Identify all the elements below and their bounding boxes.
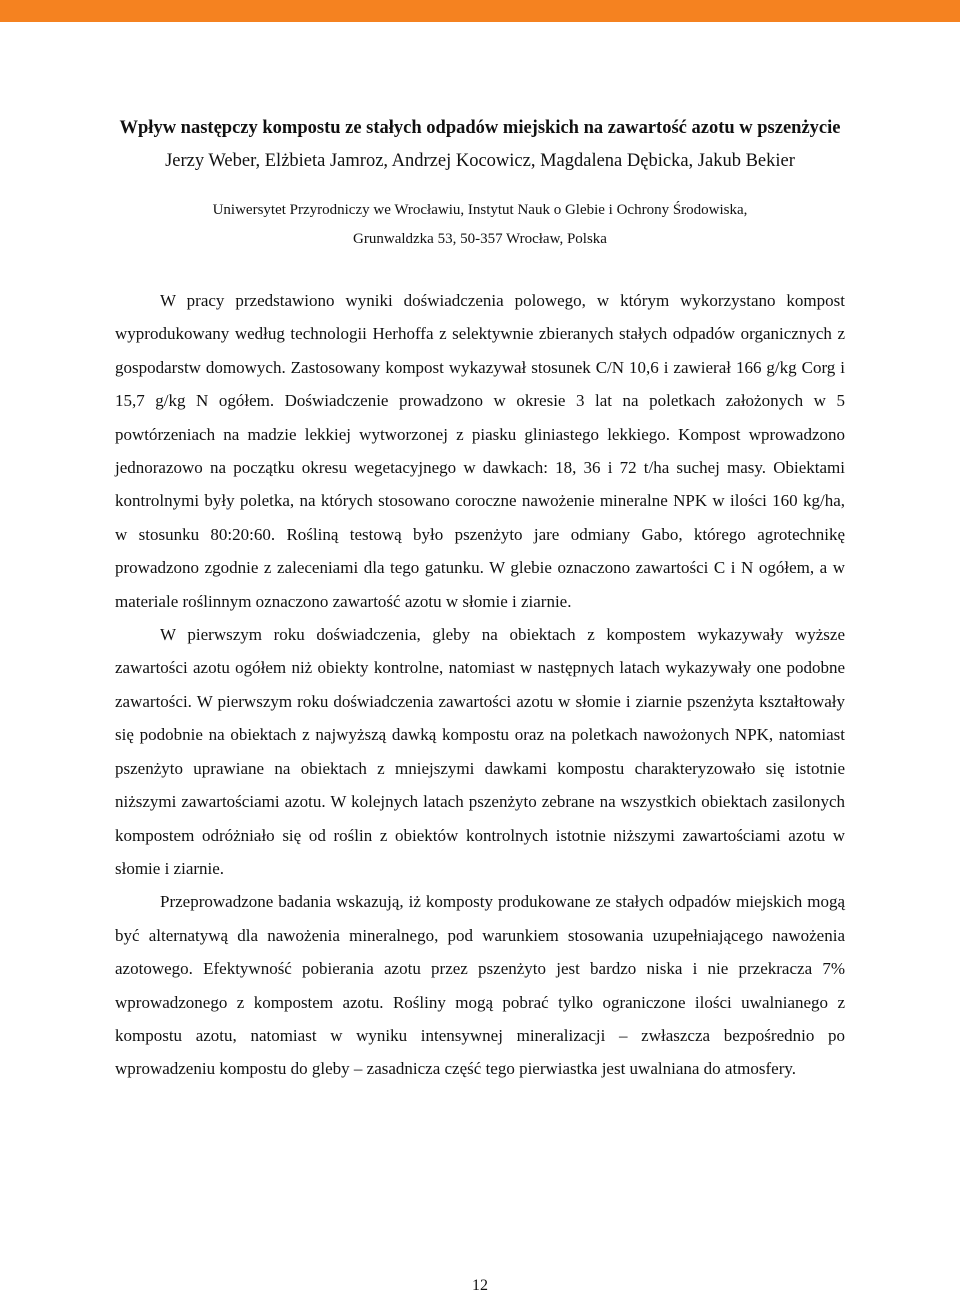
body-paragraph-3: Przeprowadzone badania wskazują, iż komposty produkowane ze stałych odpadów miejskich mogą być alternatywą dla nawożenia mineralnego, pod warunkiem stosowania uzupełniającego nawożenia azotowego. Efektywność pobierania azotu przez pszenżyto jest bardzo niska i nie przekracza 7% wprowadzonego z kompostem azotu. Rośliny mogą pobrać tylko ograniczone ilości uwalnianego z kompostu azotu, natomiast w wyniku intensywnej mineralizacji – zwłaszcza bezpośrednio po wprowadzeniu kompostu do gleby – zasadnicza część tego pierwiastka jest uwalniana do atmosfery. (115, 892, 845, 1079)
body-paragraph-1: W pracy przedstawiono wyniki doświadczenia polowego, w którym wykorzystano kompost wyprodukowany według technologii Herhoffa z selektywnie zbieranych stałych odpadów organicznych z gospodarstw domowych. Zastosowany kompost wykazywał stosunek C/N 10,6 i zawierał 166 g/kg Corg i 15,7 g/kg N ogółem. Doświadczenie prowadzono w okresie 3 lat na poletkach założonych w 5 powtórzeniach na madzie lekkiej wytworzonej z piasku gliniastego lekkiego. Kompost wprowadzono jednorazowo na początku okresu wegetacyjnego w dawkach: 18, 36 i 72 t/ha suchej masy. Obiektami kontrolnymi były poletka, na których stosowano coroczne nawożenie mineralne NPK w ilości 160 kg/ha, w stosunku 80:20:60. Rośliną testową było pszenżyto jare odmiany Gabo, którego agrotechnikę prowadzono zgodnie z zaleceniami dla tego gatunku. W glebie oznaczono zawartości C i N ogółem, a w materiale roślinnym oznaczono zawartość azotu w słomie i ziarnie. (115, 291, 845, 611)
page-number: 12 (472, 1277, 488, 1294)
article-body (115, 284, 845, 1086)
top-accent-bar (0, 0, 960, 22)
body-paragraph-2: W pierwszym roku doświadczenia, gleby na obiektach z kompostem wykazywały wyższe zawartości azotu ogółem niż obiekty kontrolne, natomiast w następnych latach wykazywały one podobne zawartości. W pierwszym roku doświadczenia zawartości azotu w słomie i ziarnie pszenżyta kształtowały się podobnie na obiektach z najwyższą dawką kompostu oraz na poletkach nawożonych NPK, natomiast pszenżyto uprawiane na obiektach z mniejszymi dawkami kompostu charakteryzowało się istotnie niższymi zawartościami azotu. W kolejnych latach pszenżyto zebrane na wszystkich obiektach zasilonych kompostem odróżniało się od roślin z obiektów kontrolnych istotnie niższymi zawartościami azotu w słomie i ziarnie. (115, 625, 845, 878)
affiliation-line-2: Grunwaldzka 53, 50-357 Wrocław, Polska (353, 231, 607, 247)
document-page (115, 112, 845, 1086)
article-authors: Jerzy Weber, Elżbieta Jamroz, Andrzej Kocowicz, Magdalena Dębicka, Jakub Bekier (165, 151, 795, 171)
affiliation-line-1: Uniwersytet Przyrodniczy we Wrocławiu, Instytut Nauk o Glebie i Ochrony Środowiska, (212, 202, 748, 218)
article-title: Wpływ następczy kompostu ze stałych odpadów miejskich na zawartość azotu w pszenżycie (119, 118, 841, 138)
article-affiliation (115, 196, 845, 254)
